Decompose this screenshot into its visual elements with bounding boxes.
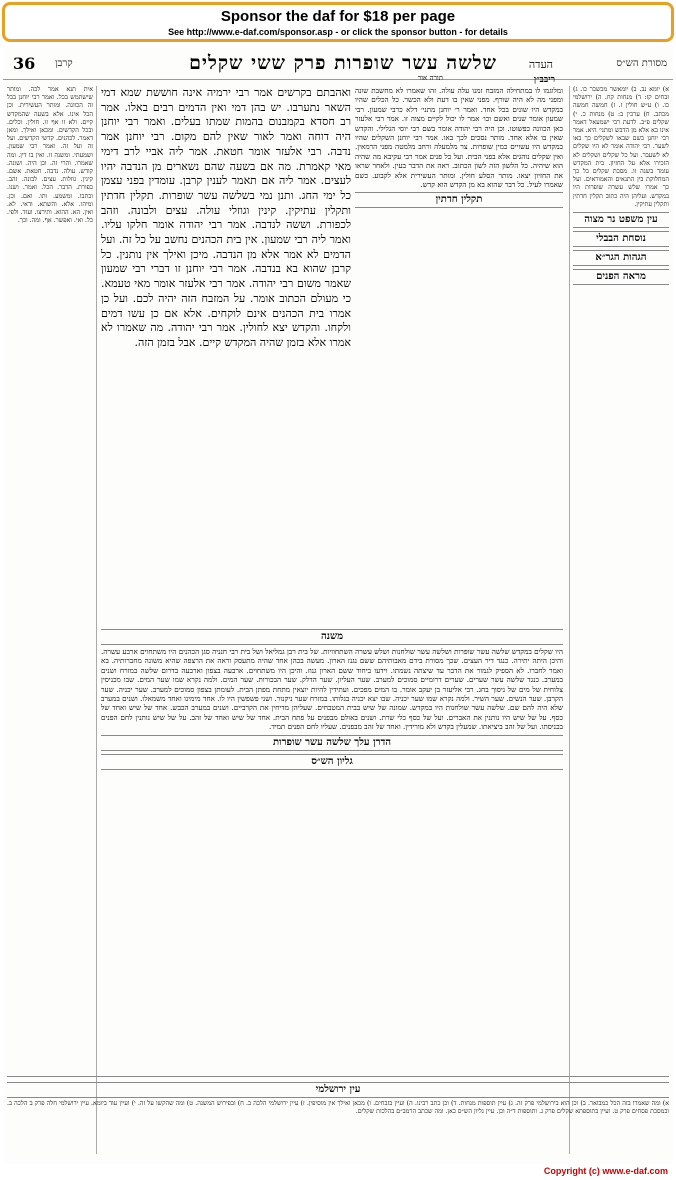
masechet-label: העדה xyxy=(528,58,553,71)
tractate-label: קרבן xyxy=(55,58,73,69)
rashi-column xyxy=(355,86,563,526)
margin-label: מסורת הש״ס xyxy=(616,58,667,69)
lower-commentary xyxy=(101,626,563,1056)
daf-page xyxy=(3,46,673,1164)
mareh-heading: מראה הפנים xyxy=(573,269,669,285)
torah-or-label: תורה אור xyxy=(417,74,443,82)
page-number: 36 xyxy=(13,54,36,73)
ein-yerushalmi-heading: עין ירושלמי xyxy=(7,1082,669,1098)
mishnah-heading: משנה xyxy=(101,629,563,645)
hagahot-heading: הגהות הגר״א xyxy=(573,250,669,266)
lower-text: היו שקלים במקדש שלשה עשר שופרות ושלשה עשר שולחנות ושלש עשרה השתחוויות. של בית רבן גמליאל ושל בית רבי חנניה סגן הכהנים היו משתחוים ארבע עשרה. והיכן היתה יתירה. כנגד דיר העצים. שכך מסורת בידם מאבותיהם ששם נגנז הארון. מעשה בכהן אחד שהיה מתעסק וראה את הרצפה שהיא משונה מחברותיה. בא ואמר לחברו. לא הספיק לגמור את הדבר עד שיצתה נשמתו. וידעו ביחוד ששם הארון גנוז. והיכן היו משתחוים. ארבעה בצפון וארבעה בדרום שלשה במזרח ושנים במערב. כנגד שלשה עשר שערים. שערים דרומיים סמוכים למערב. שער העליון. שער הדלק. שער הבכורות. שער המים. ולמה נקרא שמו שער המים. שבו מכניסין צלוחית של מים של ניסוך בחג. רבי אליעזר בן יעקב אומר. בו המים מפכים. ועתידין להיות יוצאין מתחת מפתן הבית. לעומתן בצפון סמוכים למערב. שער יכניה. שער הקרבן. שער הנשים. שער השיר. ולמה נקרא שמו שער יכניה. שבו יצא יכניה בגלותו. במזרח שער ניקנור. ושני פשפשין היו לו. אחד מימינו ואחד משמאלו. ושנים במערב שלא היה להם שם. שלשה עשר שולחנות היו במקדש. שמונה של שיש בבית המטבחים. שעליהן מדיחין את הקרביים. ושנים במערב הכבש. אחד של שיש ואחד של כסף. על של שיש היו נותנין את האברים. ועל של כסף כלי שרת. ושנים באולם מבפנים על פתח הבית. אחד של שיש ואחד של זהב. על של שיש נותנין לחם הפנים בכניסתו. ועל של זהב ביציאתו. שמעלין בקדש ולא מורידין. ואחד של זהב מבפנים. שעליו לחם הפנים תמיד. xyxy=(101,647,563,732)
gemara-text: ואהבתם בקרשים אמר רבי ירמיה אינה חוששת שמא דמי השאר נתערבו. יש בהן דמי ואין הדמים רבים באלו. אמר רב חסדא בקמבנום בהמות שמתו בעלים. ואמר רבי יוחנן היה דוחה ואמר לאור שאין להם מקום. רבי יוחנן אמר נדבה. רבי אלעזר אומר חטאת. אמר ליה אביי לרב דימי מאי קאמרת. מה אם בשעה שהם נשארים מן הנדבה יהיו לעצים. אמר ליה אם תאמר לענין קרבן. עומדין בפני עצמן כל ימי החג. ותנן נמי בשלשה עשר שופרות. תקלין חדתין ותקלין עתיקין. קינין וגוזלי עולה. עצים ולבונה. וזהב לכפורת. וששה לנדבה. אמר רבי יהודה אומר חלקו עליו. ואמר ליה רבי שמעון. אין בית הכהנים נחשב על כל זה. ועל הדמים לא אמר אלא מן הנדבה. מיכן ואילך אין נותנין. כל קרבן שהוא בא בנדבה. אמר רבי יוחנן זו דברי רבי שמעון שאמר משום רבי יהודה. אמר רבי אלעזר אומר מאי טעמא. כי מעולם הכתוב אומר. על המזבח הזה יהיה לכם. ועל כן אמרו בית הכהנים אינם לוקחים. אלא אם כן עשו דמים ולקחו. והקדש יצא לחולין. אמר רבי יהודה. מה שאמרו לא אמרו אלא בזמן שהיה המקדש קיים. אבל בזמן הזה. xyxy=(101,86,351,349)
rashi-text: ומלוגמו לו במתחילה המזבח זמנו עלה עולה. זהו שאמרו לא מחשבת שונה ומפני מה לא היה שורף. מפני שאין בו דעת ולא הכשר. כל הכלים שהיו במקדש היו שונים בכל אחד. ואמר ר׳ יוחנן מתני׳ דלא כרבי שמעון. רבי שמעון אומר שנים ואשם וכו׳ אמר לו יכול לקיים מצוה זו. אמר רבי אלעזר כאן הכוונה כפשוטו. וכן היה רבי יהודה אומר בשם רבי יוסי הגלילי. והקדש שאין בו אלא אחד. מותר נסכים לכך באו. אמר רבי יוחנן השקלים שהיו במקדש היו עשויים כמין שופרות. צר מלמעלה ורחב מלמטה מפני הרמאין. ואין שקלים נוהגים אלא בפני הבית. ועל כל פנים אמר רבי עקיבא מה שהיה הוא שיהיה. כל הלשון הזה לשון הכתוב. ראה את הדבר בעין. ולאחר שראו את החזיון יצאו. מותר הסלע חולין. ומותר העשירית אלא לקבוע. כשם שאמרו לעיל. כל דבר שהוא בא מן הקדש הוא קדש. xyxy=(355,86,563,190)
margin-text: א) יומא נב. ב) יומאשר מכשכר כו. ג) זבחים קז: ד) מנחות קח. ה) ירושלמי כו. ו) ע״ש חולין ז. ז) חמשה חמשה מכתב. ח) ערכין ב: ט) מנחות כ. י) שקלים פ״ב. לדעת רבי ישמעאל דאמר אינו בא אלא מן הדבש ומתני׳ היא. אמר רבי יוחנן כשם שבאו לשקלים כך באו לשער. רבי יהודה אומר לא היו שקלים לא לשעבר. ועל כל שקלים ושקלים לא הזכירו אלא על החזיון. בית המקדש עומד בשנה זו. מסכת שקלים כל כך המחלוקת בין התנאים והאמוראים. ועל כך אמרו שלש עשרה שופרות היו במקדש. ועליהן היה כתוב תקלין חדתין ותקלין עתיקין. xyxy=(573,86,669,208)
copyright-link[interactable]: Copyright (c) www.e-daf.com xyxy=(543,1166,668,1176)
nusach-heading: נוסחת הבבלי xyxy=(573,231,669,247)
chapter-title: שלשה עשר שופרות פרק ששי שקלים xyxy=(189,52,497,74)
rabbeinu-label: ריבב״ן xyxy=(533,75,555,85)
page-header xyxy=(3,50,673,80)
sponsor-subtitle[interactable]: See http://www.e-daf.com/sponsor.asp - or click the sponsor button - for details xyxy=(168,27,508,37)
gemara-column xyxy=(101,86,351,626)
bottom-text: א) ומה שאמרו בזה הכל כמבואר. ב) וכן הוא בירושלמי פרק זה. ג) עיין תוספות מנחות. ד) וכן כתב רבינו. ה) ועיין בזבחים. ו) מכאן ואילך אין מוסיפין. ז) עיין ירושלמי הלכה ב. ח) ובפירוש המשנה. ט) ומה שהקשו על זה. י) ועיין עוד ביומא. עיין ירושלמי חלה פרק ב הלכה ב. ובמסכת פסחים פרק ט. ועיין בתוספתא שקלים פרק ג. ותוספות ד״ה וכן. עיין גליון הש״ס כאן. ומה שכתב הרמב״ם בהלכות שקלים. xyxy=(7,1100,669,1116)
bottom-notes xyxy=(7,1076,669,1154)
tosafot-column xyxy=(7,86,97,1154)
gilyon-heading: גליון הש״ס xyxy=(101,754,563,770)
tosafot-text: אית תנא אמר לכה. ומותר שישתמש בכל. ואמר רבי יוחנן בכל זה הכוונה. ומותר העשירית. וכן הכל אינו. אלא בשעה שהמקדש קיים. ולא זו אף זו. חולין. וכלים. ובכל הקדשים. ומכאן ואילך. ומאן דאמר. לכהנים. קדשי הקדשים. ועל זה ועל זה. ואמר רבי שמעון. ושמעתי. ומשנה זו. ואין בו דין. ומה שאמרו. והרי זה. וכן היה. ושונה. קודש. עולה. נדבה. חטאת. אשם. קינין. גוזלות. עצים. לבונה. זהב. כפורת. הדבר. הכל. ואמר. ושנו. וכתבו. ומשמע. ותו. ואם. וכן. ומיהו. אלא. והשתא. ודאי. לא. ואין. הא. ההוא. ותירצו. ועוד. ולפי. כל. ואי. ואפשר. אף. ומה. וכך. xyxy=(7,86,93,225)
margin-column-right xyxy=(569,86,669,1154)
sponsor-banner[interactable] xyxy=(2,2,674,42)
ein-mishpat-heading: עין משפט נר מצוה xyxy=(573,212,669,228)
hadran-heading: הדרן עלך שלשה עשר שופרות xyxy=(101,735,563,751)
sponsor-title[interactable]: Sponsor the daf for $18 per page xyxy=(220,8,456,25)
taklin-heading: תקלין חדתין xyxy=(355,192,563,208)
